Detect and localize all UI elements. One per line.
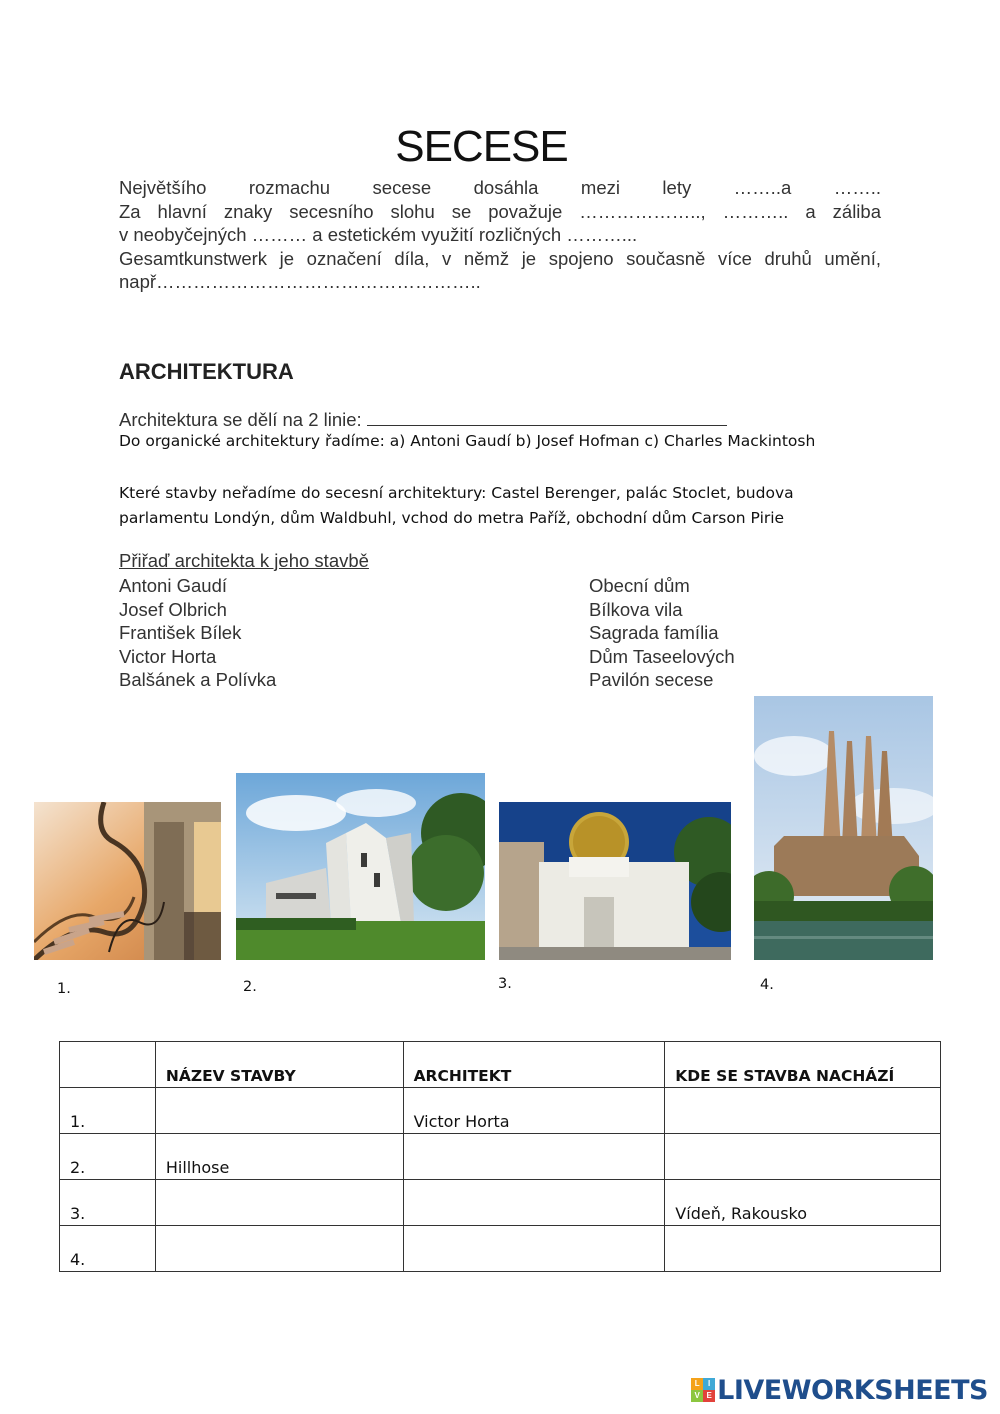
building-item: Bílkova vila: [589, 598, 683, 620]
liveworksheets-logo: [691, 1375, 988, 1405]
architect-cell[interactable]: [403, 1134, 665, 1180]
intro-line-3: v neobyčejných ……… a estetickém využití rozličných ………...: [119, 224, 638, 245]
table-header-cell: [60, 1042, 156, 1088]
table-row: [60, 1088, 941, 1134]
table-header-location: KDE SE STAVBA NACHÁZÍ: [665, 1042, 941, 1088]
row-number-cell: 4.: [60, 1226, 156, 1272]
architect-list: [119, 574, 276, 692]
building-item: Obecní dům: [589, 575, 690, 596]
building-item: Sagrada família: [589, 622, 719, 643]
architect-cell[interactable]: [403, 1226, 665, 1272]
building-name-cell[interactable]: [155, 1180, 403, 1226]
table-row: [60, 1226, 941, 1272]
photo-number-4: 4.: [760, 977, 774, 993]
liveworksheets-logo-text: LIVEWORKSHEETS: [717, 1374, 988, 1406]
architect-item: František Bílek: [119, 622, 242, 643]
architect-cell[interactable]: [403, 1180, 665, 1226]
building-item: Pavilón secese: [589, 669, 714, 690]
building-name-cell[interactable]: Hillhose: [155, 1134, 403, 1180]
photo-sagrada-familia: [754, 696, 933, 960]
architect-item: Balšánek a Polívka: [119, 669, 277, 690]
table-row: [60, 1180, 941, 1226]
intro-paragraph: [119, 176, 881, 294]
architect-item: Josef Olbrich: [119, 598, 227, 620]
photo-number-1: 1.: [57, 981, 71, 997]
answer-table: [59, 1041, 941, 1272]
intro-line-2: Za hlavní znaky secesního slohu se považuje ……………….., ……….. a záliba: [119, 200, 881, 222]
location-cell[interactable]: [665, 1088, 941, 1134]
row-number-cell: 1.: [60, 1088, 156, 1134]
answer-blank-line[interactable]: [367, 407, 727, 426]
photo-staircase: [34, 802, 221, 960]
photo-number-2: 2.: [243, 979, 257, 995]
which-question: [119, 481, 879, 531]
location-cell[interactable]: Vídeň, Rakousko: [665, 1180, 941, 1226]
building-name-cell[interactable]: [155, 1088, 403, 1134]
lines-question-text: Architektura se dělí na 2 linie:: [119, 409, 362, 430]
architect-item: Victor Horta: [119, 645, 217, 667]
lines-question: [119, 407, 727, 431]
which-question-line-1: Které stavby neřadíme do secesní architektury: Castel Berenger, palác Stoclet, budova: [119, 484, 794, 502]
section-heading-architektura: ARCHITEKTURA: [119, 359, 294, 384]
photo-secession-pavilion: [499, 802, 731, 960]
table-header-building-name: NÁZEV STAVBY: [155, 1042, 403, 1088]
location-cell[interactable]: [665, 1134, 941, 1180]
intro-line-5: např……………………………………………..: [119, 271, 481, 292]
photo-hill-house: [236, 773, 485, 960]
architect-item: Antoni Gaudí: [119, 575, 227, 596]
table-row: [60, 1134, 941, 1180]
photo-number-3: 3.: [498, 976, 512, 992]
row-number-cell: 3.: [60, 1180, 156, 1226]
row-number-cell: 2.: [60, 1134, 156, 1180]
intro-line-1: Největšího rozmachu secese dosáhla mezi lety ……..a ……..: [119, 177, 881, 198]
table-header-row: [60, 1042, 941, 1088]
matching-heading: Přiřaď architekta k jeho stavbě: [119, 550, 369, 571]
building-list: [589, 574, 735, 692]
liveworksheets-logo-icon: L I V E: [691, 1378, 715, 1402]
which-question-line-2: parlamentu Londýn, dům Waldbuhl, vchod do metra Paříž, obchodní dům Carson Pirie: [119, 509, 785, 527]
location-cell[interactable]: [665, 1226, 941, 1272]
building-name-cell[interactable]: [155, 1226, 403, 1272]
architect-cell[interactable]: Victor Horta: [403, 1088, 665, 1134]
table-header-architect: ARCHITEKT: [403, 1042, 665, 1088]
organic-question: Do organické architektury řadíme: a) Antoni Gaudí b) Josef Hofman c) Charles Mackintosh: [119, 432, 816, 450]
intro-line-4: Gesamtkunstwerk je označení díla, v němž je spojeno současně více druhů umění,: [119, 247, 881, 269]
building-item: Dům Taseelových: [589, 645, 735, 667]
page-title: SECESE: [395, 122, 568, 171]
